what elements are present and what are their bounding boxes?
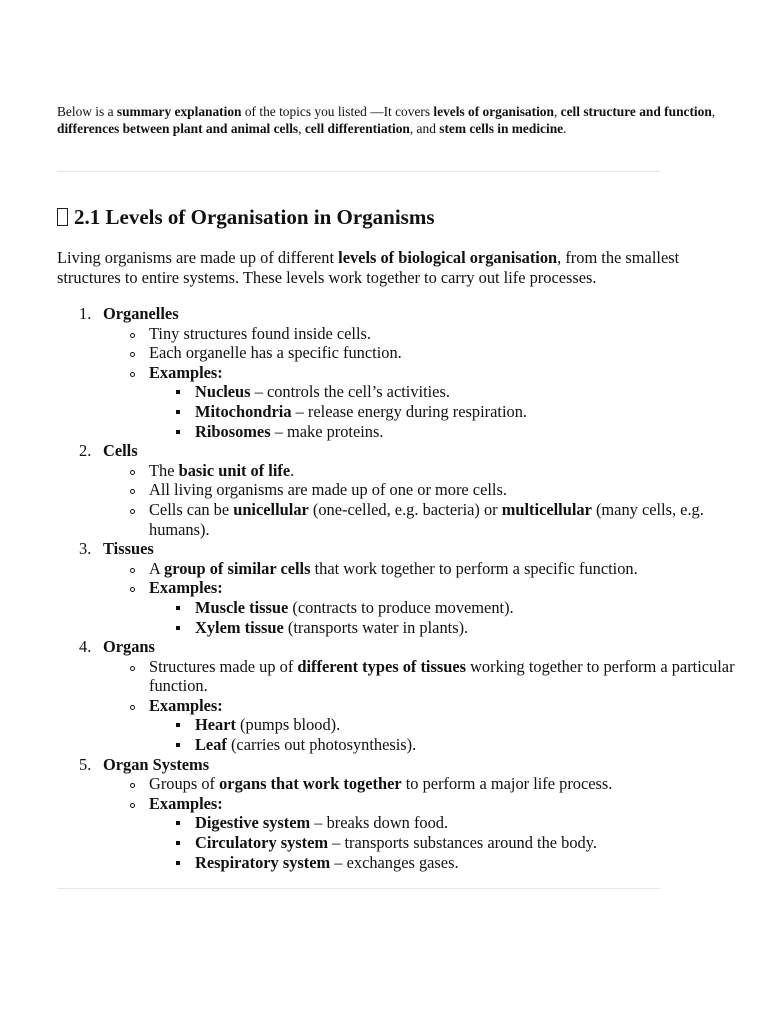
level-item-organs: [57, 637, 737, 755]
level-title: Tissues: [103, 539, 154, 559]
example-desc: (contracts to produce movement).: [288, 597, 514, 617]
level-item-organelles: [57, 304, 737, 441]
square-bullet-icon: [176, 723, 180, 727]
level-point: [103, 500, 737, 539]
examples-list: [149, 715, 737, 754]
level-title: Organ Systems: [103, 754, 210, 774]
circle-bullet-icon: [130, 803, 135, 808]
intro-paragraph: [57, 103, 737, 137]
example-term: Xylem tissue: [195, 617, 284, 637]
circle-bullet-icon: [130, 568, 135, 573]
level-points: [103, 461, 737, 539]
square-bullet-icon: [176, 861, 180, 865]
level-number: 2.: [79, 441, 92, 461]
square-bullet-icon: [176, 390, 180, 394]
intro-bold-cell-structure: cell structure and function: [560, 104, 712, 119]
level-point: [103, 696, 737, 755]
example-item: [149, 382, 737, 402]
intro-text-1: Below is a: [57, 104, 117, 119]
circle-bullet-icon: [130, 705, 135, 710]
point-text: The: [149, 460, 179, 480]
example-desc: (pumps blood).: [235, 715, 341, 735]
circle-bullet-icon: [130, 783, 135, 788]
section-heading-text: 2.1 Levels of Organisation in Organisms: [74, 205, 435, 229]
section-intro-text-2: , from the smallest structures to entire systems. These levels work together to carry out life processes.: [57, 248, 680, 287]
square-bullet-icon: [176, 626, 180, 630]
level-item-organ-systems: [57, 755, 737, 873]
example-desc: – controls the cell’s activities.: [250, 382, 450, 402]
example-term: Muscle tissue: [195, 597, 289, 617]
point-text: All living organisms are made up of one or more cells.: [149, 480, 507, 500]
level-title: Organelles: [103, 304, 179, 323]
square-bullet-icon: [176, 841, 180, 845]
circle-bullet-icon: [130, 587, 135, 592]
example-desc: – exchanges gases.: [330, 852, 459, 872]
example-desc: (transports water in plants).: [283, 617, 469, 637]
level-title: Organs: [103, 637, 155, 657]
example-desc: – transports substances around the body.: [328, 833, 597, 853]
level-number: 3.: [79, 539, 92, 559]
example-term: Nucleus: [195, 382, 251, 402]
levels-list: [57, 304, 737, 872]
section-heading: [57, 203, 435, 231]
intro-bold-levels: levels of organisation: [433, 104, 554, 119]
square-bullet-icon: [176, 430, 180, 434]
point-bold: unicellular: [233, 499, 309, 519]
example-term: Digestive system: [195, 813, 311, 833]
level-points: [103, 774, 737, 872]
intro-text-4: ,: [711, 104, 716, 119]
examples-list: [149, 382, 737, 441]
intro-bold-differentiation: cell differentiation: [304, 121, 410, 136]
circle-bullet-icon: [130, 372, 135, 377]
example-item: [149, 735, 737, 755]
level-number: 1.: [79, 304, 92, 323]
divider-bottom: [57, 888, 660, 889]
level-point: [103, 343, 737, 363]
example-desc: (carries out photosynthesis).: [226, 735, 417, 755]
level-point: [103, 480, 737, 500]
circle-bullet-icon: [130, 666, 135, 671]
intro-bold-differences: differences between plant and animal cells: [57, 121, 299, 136]
intro-text-3: ,: [553, 104, 561, 119]
point-text: Groups of: [149, 774, 220, 794]
level-item-tissues: [57, 539, 737, 637]
intro-text-2: of the topics you listed —It covers: [241, 104, 434, 119]
examples-label: Examples:: [149, 695, 223, 715]
intro-text-5: ,: [298, 121, 305, 136]
circle-bullet-icon: [130, 470, 135, 475]
intro-text-7: .: [563, 121, 567, 136]
circle-bullet-icon: [130, 333, 135, 338]
point-bold: organs that work together: [219, 774, 402, 794]
point-text: A: [149, 558, 165, 578]
level-point: [103, 363, 737, 441]
level-points: [103, 324, 737, 442]
point-text: Cells can be: [149, 499, 234, 519]
circle-bullet-icon: [130, 509, 135, 514]
square-bullet-icon: [176, 743, 180, 747]
intro-bold-summary: summary explanation: [116, 104, 242, 119]
example-desc: – release energy during respiration.: [291, 401, 527, 421]
point-text: Tiny structures found inside cells.: [149, 323, 372, 343]
level-number: 5.: [79, 754, 92, 774]
level-title: Cells: [103, 441, 138, 461]
level-point: [103, 794, 737, 872]
example-item: [149, 402, 737, 422]
point-text: that work together to perform a specific function.: [310, 558, 638, 578]
point-bold: basic unit of life: [178, 460, 291, 480]
example-term: Respiratory system: [195, 852, 331, 872]
examples-label: Examples:: [149, 793, 223, 813]
square-bullet-icon: [176, 821, 180, 825]
example-term: Leaf: [195, 735, 227, 755]
examples-list: [149, 598, 737, 637]
point-text: (many cells, e.g. humans).: [149, 499, 704, 539]
level-points: [103, 559, 737, 637]
example-desc: – breaks down food.: [310, 813, 449, 833]
level-points: [103, 657, 737, 755]
point-bold: group of similar cells: [164, 558, 311, 578]
point-text: to perform a major life process.: [401, 774, 613, 794]
examples-label: Examples:: [149, 578, 223, 598]
example-item: [149, 422, 737, 442]
example-term: Ribosomes: [195, 421, 271, 441]
point-text: Structures made up of: [149, 656, 298, 676]
circle-bullet-icon: [130, 489, 135, 494]
level-point: [103, 578, 737, 637]
example-term: Circulatory system: [195, 833, 329, 853]
example-item: [149, 598, 737, 618]
intro-text-6: , and: [409, 121, 440, 136]
point-text: Each organelle has a specific function.: [149, 343, 402, 363]
example-term: Heart: [195, 715, 236, 735]
example-item: [149, 833, 737, 853]
example-desc: – make proteins.: [270, 421, 384, 441]
level-point: [103, 461, 737, 481]
square-bullet-icon: [176, 410, 180, 414]
example-item: [149, 618, 737, 638]
point-text: working together to perform a particular function.: [149, 656, 735, 696]
level-number: 4.: [79, 637, 92, 657]
example-term: Mitochondria: [195, 401, 292, 421]
point-bold: different types of tissues: [297, 656, 466, 676]
point-text: (one-celled, e.g. bacteria) or: [308, 499, 502, 519]
example-item: [149, 715, 737, 735]
missing-glyph-icon: [57, 208, 68, 226]
level-point: [103, 657, 737, 696]
point-bold: multicellular: [501, 499, 592, 519]
section-intro-paragraph: [57, 248, 737, 287]
circle-bullet-icon: [130, 352, 135, 357]
point-text: .: [290, 460, 295, 480]
section-intro-text-1: Living organisms are made up of different: [57, 248, 339, 267]
examples-label: Examples:: [149, 362, 223, 382]
divider-top: [57, 171, 660, 172]
level-point: [103, 324, 737, 344]
example-item: [149, 853, 737, 873]
square-bullet-icon: [176, 606, 180, 610]
examples-list: [149, 813, 737, 872]
level-point: [103, 774, 737, 794]
level-item-cells: [57, 441, 737, 539]
level-point: [103, 559, 737, 579]
intro-bold-stem-cells: stem cells in medicine: [439, 121, 564, 136]
example-item: [149, 813, 737, 833]
section-intro-bold: levels of biological organisation: [338, 248, 558, 267]
